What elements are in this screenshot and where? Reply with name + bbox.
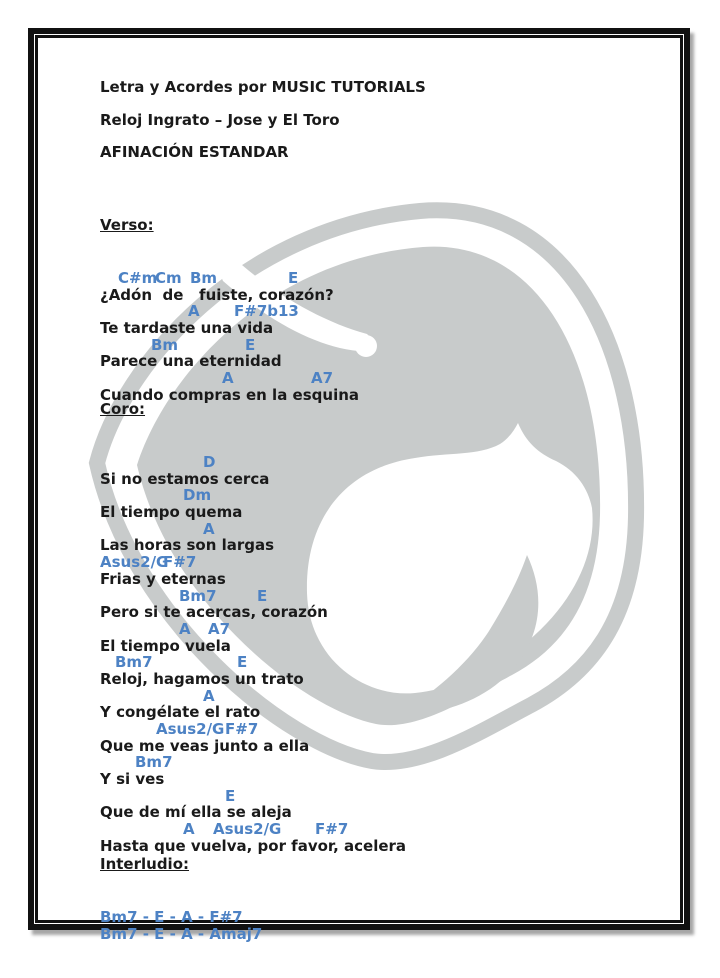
lyric-line: Y si ves — [100, 770, 165, 789]
chord-symbol: E — [257, 586, 268, 605]
chord-symbol: Cm — [155, 269, 182, 287]
chord-line: Bm7 - E - A - F#7 — [100, 908, 243, 926]
chord-symbol: A — [188, 302, 200, 321]
chord-symbol: Bm — [190, 269, 218, 287]
chord-line — [100, 303, 359, 320]
tuning-note: AFINACIÓN ESTANDAR — [100, 143, 289, 161]
chord-symbol: A — [183, 820, 195, 839]
chord-line: Bm7 - E - A - Amaj7 — [100, 924, 263, 943]
chord-line — [100, 337, 359, 354]
chord-line — [100, 454, 406, 471]
section-lines-coro — [100, 454, 406, 855]
chord-symbol: E — [237, 653, 248, 672]
lyric-line: Te tardaste una vida — [100, 319, 274, 338]
chord-line — [100, 588, 406, 605]
section-interludio — [100, 820, 262, 978]
chord-symbol: F#7 — [315, 820, 349, 839]
lyric-line: Que de mí ella se aleja — [100, 803, 292, 822]
lyric-line: Que me veas junto a ella — [100, 736, 310, 755]
chord-symbol: E — [288, 269, 299, 287]
lyric-line: Cuando compras en la esquina — [100, 385, 360, 404]
chord-line — [100, 788, 406, 805]
section-heading-coro: Coro: — [100, 400, 146, 418]
lyric-line: Y congélate el rato — [100, 703, 261, 722]
chord-line — [100, 688, 406, 705]
lyric-line: ¿Adón de fuiste, corazón? — [100, 285, 334, 304]
section-lines-interludio — [100, 909, 262, 942]
chord-line — [100, 754, 406, 771]
lyric-line: Si no estamos cerca — [100, 469, 270, 488]
section-heading-verso: Verso: — [100, 216, 154, 234]
credit-line: Letra y Acordes por MUSIC TUTORIALS — [100, 78, 426, 96]
chord-symbol: A — [179, 619, 191, 638]
section-heading-interludio: Interludio: — [100, 855, 190, 873]
lyric-line: Parece una eternidad — [100, 352, 282, 371]
chord-symbol: Asus2/G — [100, 553, 169, 572]
chord-symbol: F#7 — [225, 720, 259, 738]
chord-line — [100, 654, 406, 671]
chord-line — [100, 621, 406, 638]
lyric-line: Reloj, hagamos un trato — [100, 669, 304, 688]
lyric-line: Frias y eternas — [100, 569, 226, 588]
lyric-line: Las horas son largas — [100, 536, 275, 555]
chord-symbol: F#7 — [163, 553, 197, 572]
chord-symbol: A — [203, 686, 215, 705]
chord-symbol: F#7b13 — [234, 302, 299, 321]
chord-symbol: D — [203, 453, 216, 471]
chord-line — [100, 487, 406, 504]
lyric-line: Pero si te acercas, corazón — [100, 603, 328, 622]
chord-symbol: A — [203, 519, 215, 538]
chord-symbol: A7 — [208, 619, 231, 638]
section-coro — [100, 365, 406, 891]
chord-line — [100, 270, 359, 287]
chord-symbol: Asus2/G — [156, 720, 225, 738]
chord-line — [100, 554, 406, 571]
chord-symbol: Bm7 — [135, 753, 173, 772]
chord-symbol: E — [225, 786, 236, 805]
lyric-line: Hasta que vuelva, por favor, acelera — [100, 836, 407, 855]
chord-symbol: Asus2/G — [213, 820, 282, 839]
song-title: Reloj Ingrato – Jose y El Toro — [100, 111, 340, 129]
chord-symbol: Bm7 — [115, 653, 153, 672]
chord-line — [100, 721, 406, 738]
chord-symbol: C#m — [118, 269, 158, 287]
chord-symbol: E — [245, 335, 256, 354]
chord-line — [100, 521, 406, 538]
lyric-line: El tiempo quema — [100, 503, 243, 522]
chord-symbol: Bm7 — [179, 586, 217, 605]
chord-symbol: Dm — [183, 486, 212, 505]
lyric-line: El tiempo vuela — [100, 636, 231, 655]
chord-symbol: Bm — [151, 335, 179, 354]
chord-symbol: A7 — [311, 369, 334, 388]
chord-symbol: A — [222, 369, 234, 388]
